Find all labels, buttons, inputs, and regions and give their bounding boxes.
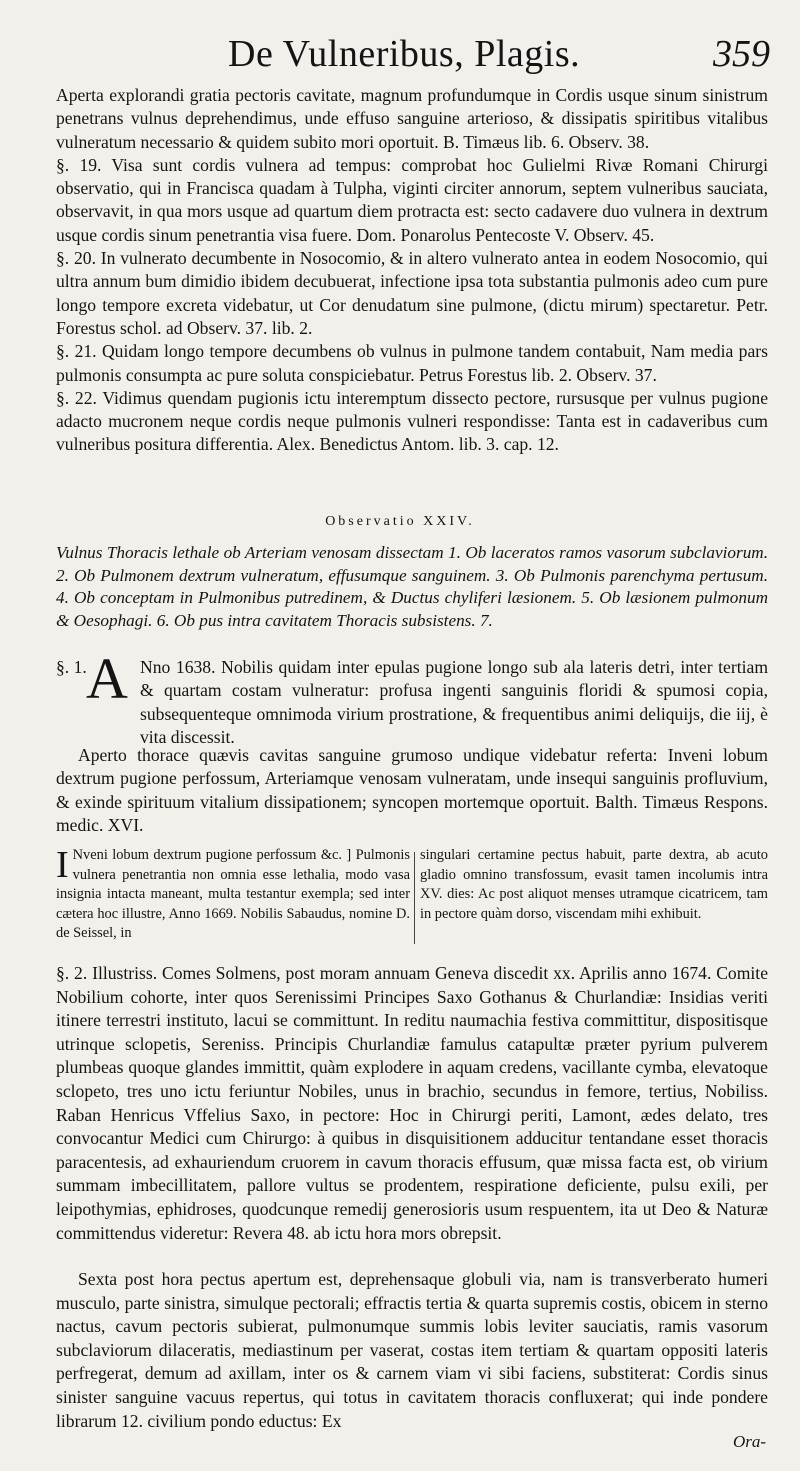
column-divider xyxy=(414,852,415,944)
observatio-title: Observatio XXIV. xyxy=(325,514,475,529)
catchword: Ora- xyxy=(732,1432,766,1451)
paragraph-section-20: §. 20. In vulnerato decumbente in Nosocomio, & in altero vulnerato antea in eodem Nosocomio, qui ultra annum bum dimidio ibidem decubuerat, infectione ipsa tota substantia pulmonis adeo cum pure longo tempore excreta videbatur, ut Cor denudatum sine pulmone, (dictu mirum) spectaretur. Petr. Forestus schol. ad Observ. 37. lib. 2. xyxy=(56,248,768,338)
note-left-text: Nveni lobum dextrum pugione perfossum &c. ] Pulmonis vulnera penetrantia non omnia esse lethalia, modo vasa insignia intacta maneant, multa testantur exempla; sed inter cætera hoc illustre, Anno 1669. Nobilis Sabaudus, nomine D. de Seissel, in xyxy=(56,847,410,942)
section-1-text: Nno 1638. Nobilis quidam inter epulas pugione longo sub ala lateris detri, inter tertiam & quartam costam vulneratur: profusa ingenti sanguinis floridi & spumosi copia, subsequenteque omnimoda virium prostratione, & frequentibus animi deliquijs, die iij, è vita discessit. xyxy=(140,657,768,747)
running-title: De Vulneribus, Plagis. xyxy=(228,33,581,75)
page-number: 359 xyxy=(713,33,770,75)
note-drop-cap: I xyxy=(56,844,69,886)
paragraph-section-21: §. 21. Quidam longo tempore decumbens ob vulnus in pulmone tandem contabuit, Nam media pars pulmonis consumpta ac pure soluta conspiciebatur. Petrus Forestus lib. 2. Observ. 37. xyxy=(56,341,768,385)
top-text-block xyxy=(56,84,768,457)
observatio-summary: Vulnus Thoracis lethale ob Arteriam venosam dissectam 1. Ob laceratos ramos vasorum subclaviorum. 2. Ob Pulmonem dextrum vulneratum, effusumque sanguinem. 3. Ob Pulmonis parenchyma pertusum. 4. Ob conceptam in Pulmonibus putredinem, & Ductus chyliferi læsionem. 5. Ob læsionem pulmonum & Oesophagi. 6. Ob pus intra cavitatem Thoracis subsistens. 7. xyxy=(56,543,768,630)
page-header xyxy=(0,32,800,78)
paragraph-sexta: Sexta post hora pectus apertum est, deprehensaque globuli via, nam is transverberato humeri musculo, parte sinistra, simulque pectorali; effractis tertia & quarta supremis costis, obicem in sterno nactus, cavum pectoris subierat, pulmonumque summis lobis leviter sauciatis, ramis vasorum subclaviorum dilaceratis, mediastinum per vaserat, costas item tertiam & quartam oppositi lateris perfregerat, demum ad axillam, inter os & carnem viam vi sibi faciens, substiterat: Cordis sinus sinister sanguine vacuus repertus, qui totus in cavitatem thoracis confluxerat; qui inde pondere librarum 12. civilium pondo eductus: Ex xyxy=(56,1269,768,1431)
section-1-mark: §. 1. xyxy=(56,657,87,677)
section-2: §. 2. Illustriss. Comes Solmens, post moram annuam Geneva discedit xx. Aprilis anno 1674. Comite Nobilium cohorte, inter quos Serenissimi Principes Saxo Gothanus & Churlandiæ: Insidias veriti itinere terrestri instituto, lacui se committunt. In reditu naumachia festiva committitur, dispositisque utrinque sclopetis, Sereniss. Principis Churlandiæ famulus catapultæ præter pyrium pulverem plumbeas quoque glandes immittit, quàm explodere in aquam credens, vacillante cymba, elevatoque sclopeto, tres uno ictu feriuntur Nobiles, unus in brachio, secundus in femore, tertius, Nobiliss. Raban Henricus Vffelius Saxo, in pectore: Hoc in Chirurgi periti, Lamont, ædes delato, tres convocantur Medici cum Chirurgo: à quibus in disquisitionem adducitur tentandane esset thoracis paracentesis, ad exhauriendum cruorem in cavum thoracis effusum, quæ missa facta est, ob virium summam imbecillitatem, pallore vultus se prodentem, respiratione deficiente, pulsu exili, per leipothymias, ephidroses, quodcunque remedij generosioris usum respuentem, ita ut Deo & Naturæ committendus videretur: Revera 48. ab ictu hora mors obrepsit. xyxy=(56,963,768,1243)
note-left-column xyxy=(56,846,410,944)
paragraph-section-22: §. 22. Vidimus quendam pugionis ictu interemptum dissecto pectore, rursusque per vulnus pugione adacto mucronem neque cordis neque pulmonis vulneri respondisse: Tanta est in cadaveribus cum vulneribus positura differentia. Alex. Benedictus Antom. lib. 3. cap. 12. xyxy=(56,387,768,455)
paragraph-section-19: §. 19. Visa sunt cordis vulnera ad tempus: comprobat hoc Gulielmi Rivæ Romani Chirurgi observatio, qui in Francisca quadam à Tulpha, viginti circiter annorum, septem vulneribus sauciata, observavit, in qua mors usque ad quartum diem protracta est: secto cadavere duo vulnera in dextrum usque cordis sinum penetrantia visa fuere. Dom. Ponarolus Pentecoste V. Observ. 45. xyxy=(56,154,768,245)
drop-cap: A xyxy=(86,646,128,711)
paragraph-aperto: Aperto thorace quævis cavitas sanguine grumoso undique videbatur referta: Inveni lobum dextrum pugione perfossum, Arteriamque venosam vulneratam, unde insequi sanguinis profluvium, & exinde spirituum vitalium dissipationem; syncopen mortemque oportuit. Balth. Timæus Respons. medic. XVI. xyxy=(56,745,768,835)
section-1 xyxy=(56,646,768,749)
note-right-column: singulari certamine pectus habuit, parte dextra, ab acuto gladio omnino transfossum, evasit tamen incolumis intra XV. dies: Ac post aliquot menses utramque cicatricem, tam in pectore quàm dorso, viscendam mihi exhibuit. xyxy=(420,847,768,922)
paragraph-aperta: Aperta explorandi gratia pectoris cavitate, magnum profundumque in Cordis usque sinum sinistrum penetrans vulnus deprehendimus, unde effuso sanguine arterioso, & dissipatis spiritibus vitalibus vulneratum necessario & quidem subito mori oportuit. B. Timæus lib. 6. Observ. 38. xyxy=(56,85,768,152)
